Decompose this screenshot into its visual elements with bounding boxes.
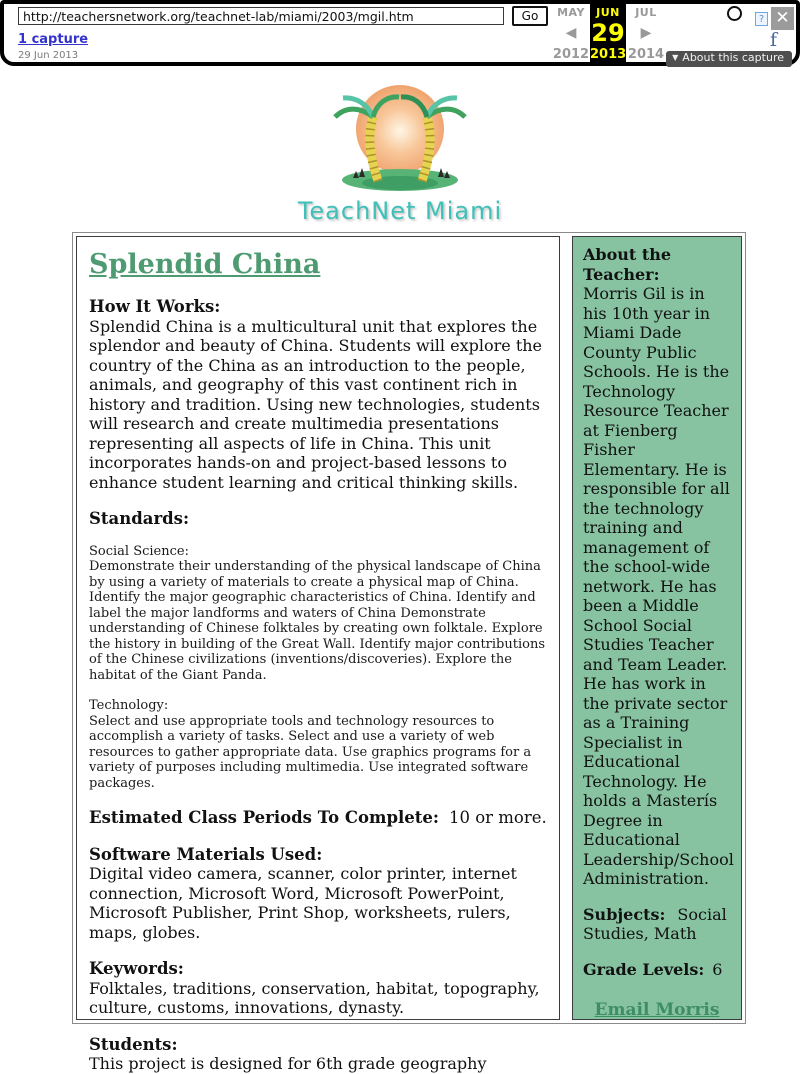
social-science-label: Social Science: (89, 543, 189, 559)
lesson-main-column (76, 236, 560, 1073)
about-teacher-text: Morris Gil is in his 10th year in Miami Dade County Public Schools. He is the Technology Resource Teacher at Fienberg Fisher Elementary. He is responsible for all the technology training and management of the school-wide network. He has been a Middle School Social Studies Teacher and Team Leader. He has work in the private sector as a Training Specialist in Educational Technology. He holds a Masterís Degree in Educational Leadership/School Administration. (583, 284, 734, 888)
teachnet-logo-image (325, 73, 475, 193)
url-input[interactable] (18, 7, 504, 25)
help-icon[interactable]: ? (755, 12, 768, 26)
history-circle-icon[interactable] (727, 6, 742, 21)
students-text: This project is designed for 6th grade geography (89, 1054, 487, 1073)
keywords-label: Keywords: (89, 959, 184, 978)
technology-label: Technology: (89, 698, 169, 713)
standards-label: Standards: (89, 509, 190, 528)
keywords-text: Folktales, traditions, conservation, habitat, topography, culture, customs, innovations, dynasty. (89, 978, 540, 1017)
estimated-periods-section (89, 808, 547, 828)
keywords-section (89, 959, 547, 1018)
site-logo (0, 73, 800, 223)
grade-levels-row (583, 960, 731, 980)
prev-capture-icon[interactable]: ◀ (565, 25, 577, 41)
estimated-periods-value: 10 or more. (448, 808, 547, 827)
software-label: Software Materials Used: (89, 844, 323, 864)
how-it-works-label: How It Works: (89, 297, 221, 316)
technology-section (89, 698, 547, 791)
year-next[interactable]: 2014 (627, 47, 665, 62)
software-section (89, 845, 547, 943)
go-button[interactable]: Go (512, 6, 548, 26)
lesson-content-table (72, 232, 746, 1073)
year-prev[interactable]: 2012 (552, 47, 590, 62)
year-current: 2013 (590, 47, 627, 62)
teacher-sidebar (572, 236, 742, 1020)
subjects-label: Subjects: (583, 904, 666, 924)
technology-text: Select and use appropriate tools and technology resources to accomplish a variety of tasks. Select and use a variety of web resources to gather appropriate data. Use graphics programs for a variety of purposes including multimedia. Use integrated software packages. (89, 713, 532, 791)
about-teacher-label: About the Teacher: (583, 245, 672, 284)
social-science-section (89, 544, 547, 684)
students-section (89, 1035, 547, 1074)
standards-section (89, 509, 547, 529)
students-label: Students: (89, 1034, 178, 1054)
subjects-value: Social Studies, Math (583, 904, 727, 943)
software-text: Digital video camera, scanner, color printer, internet connection, Microsoft Word, Microsoft PowerPoint, Microsoft Publisher, Print Shop, worksheets, rulers, maps, globes. (89, 864, 517, 942)
wayback-toolbar (0, 0, 800, 66)
email-teacher-link[interactable]: Email Morris (594, 1000, 720, 1020)
facebook-share-icon[interactable]: f (770, 29, 778, 51)
month-prev[interactable]: MAY (557, 6, 585, 19)
close-toolbar-icon[interactable]: ✕ (771, 7, 794, 30)
captures-link[interactable]: 1 capture (18, 32, 89, 47)
next-capture-icon[interactable]: ▶ (640, 25, 652, 41)
month-current: JUN (596, 6, 620, 19)
capture-calendar (552, 4, 666, 62)
how-it-works-section (89, 297, 547, 492)
month-next[interactable]: JUL (635, 6, 657, 19)
grade-levels-value: 6 (712, 959, 723, 979)
site-logo-title: TeachNet Miami (297, 197, 503, 225)
about-this-capture-button[interactable] (666, 51, 792, 67)
chevron-down-icon: ▼ (672, 53, 679, 62)
about-capture-label: About this capture (682, 51, 784, 64)
page-title-link[interactable]: Splendid China (89, 249, 321, 280)
estimated-periods-label: Estimated Class Periods To Complete: (89, 808, 439, 827)
grade-levels-label: Grade Levels: (583, 959, 705, 979)
capture-date: 29 Jun 2013 (18, 50, 79, 61)
how-it-works-text: Splendid China is a multicultural unit that explores the splendor and beauty of China. Students will explore the country of the China as an introduction to the people, animals, and geography of this vast continent rich in history and tradition. Using new technologies, students will research and create multimedia presentations representing all aspects of life in China. This unit incorporates hands-on and project-based lessons to enhance student learning and critical thinking skills. (89, 316, 543, 492)
capture-day[interactable]: 29 (591, 19, 625, 47)
social-science-text: Demonstrate their understanding of the physical landscape of China by using a variety of materials to create a physical map of China. Identify the major geographic characteristics of China. Identify and label the major landforms and waters of China Demonstrate understanding of Chinese folktales by creating own folktale. Explore the history in building of the Great Wall. Identify major contributions of the Chinese civilizations (inventions/discoveries). Explore the habitat of the Giant Panda. (89, 559, 545, 683)
subjects-row (583, 905, 731, 944)
